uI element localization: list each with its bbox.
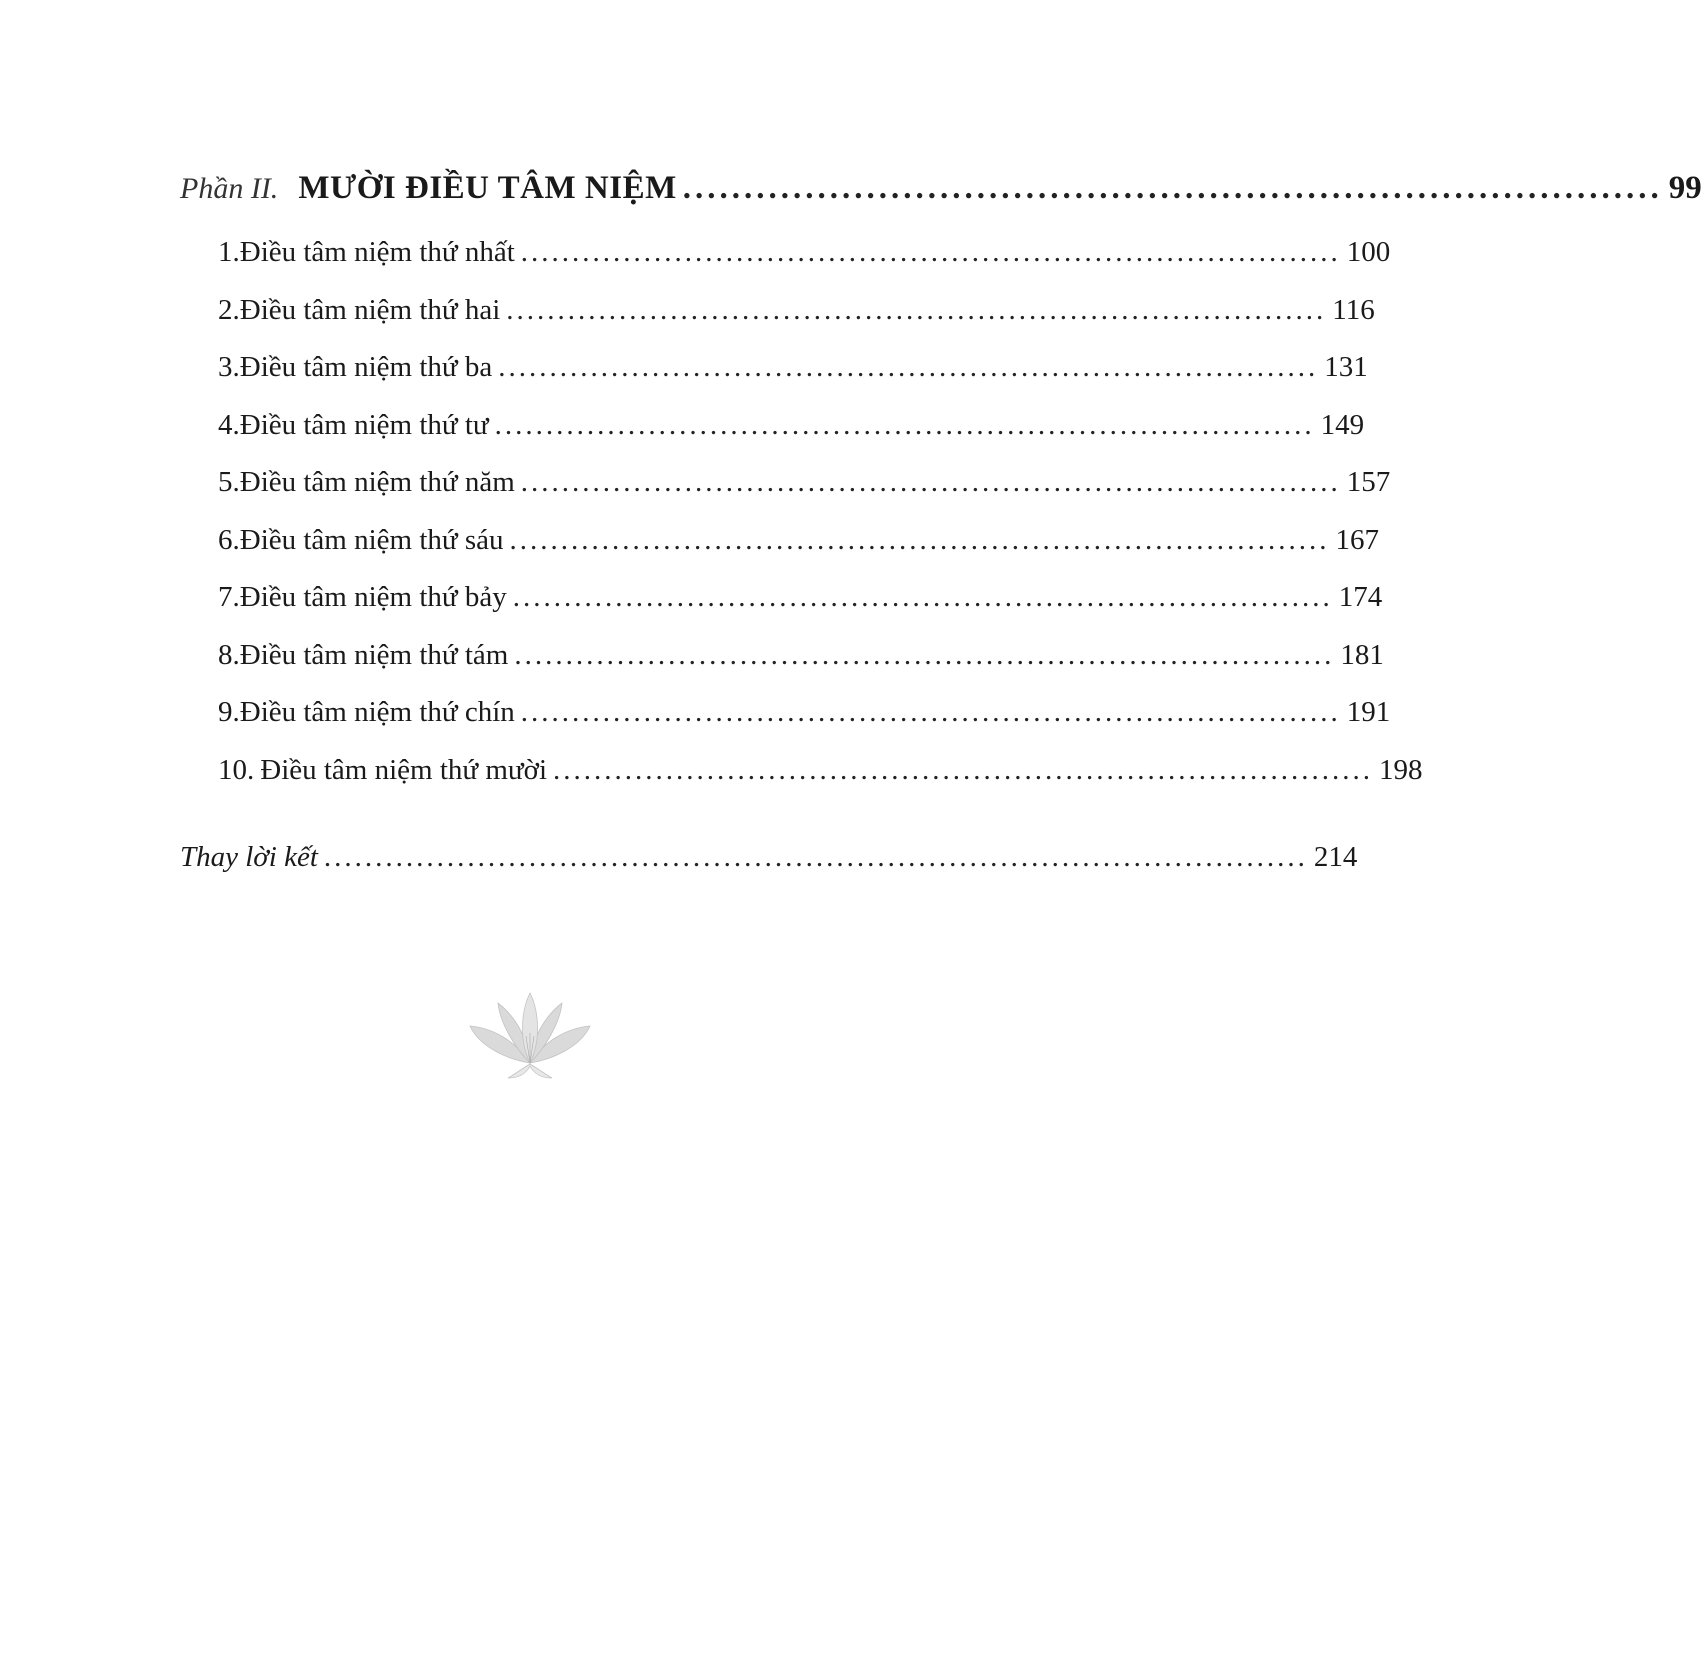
entry-number: 5. — [218, 466, 240, 498]
entry-number: 2. — [218, 293, 240, 326]
part-page-number: 99 — [1668, 170, 1702, 206]
closing-page-number: 214 — [1313, 841, 1358, 873]
entry-page-number: 181 — [1340, 638, 1384, 671]
dot-leader: ................................................................................ — [520, 236, 1341, 268]
entry-page-number: 157 — [1346, 466, 1391, 498]
entry-page-number: 167 — [1335, 523, 1380, 556]
entry-title: Điều tâm niệm thứ bảy — [239, 581, 507, 613]
dot-leader: ................................................................................ — [494, 408, 1315, 441]
entry-page-number: 174 — [1338, 581, 1383, 613]
toc-entry — [218, 753, 1423, 812]
toc-entry — [218, 638, 1384, 697]
toc-entry — [218, 236, 1391, 294]
dot-leader: ................................................................................ — [498, 351, 1319, 383]
dot-leader: ................................................................................ — [520, 696, 1341, 728]
entry-title: Điều tâm niệm thứ sáu — [239, 523, 504, 556]
toc-entry — [218, 523, 1380, 582]
entry-title: Điều tâm niệm thứ chín — [239, 696, 515, 728]
toc-entry — [218, 351, 1368, 409]
entry-page-number: 191 — [1346, 696, 1391, 728]
entry-number: 4. — [218, 408, 240, 441]
entry-page-number: 131 — [1324, 351, 1368, 383]
entry-page-number: 100 — [1346, 236, 1391, 268]
toc-entry — [218, 581, 1383, 639]
dot-leader: ................................................................................ — [682, 170, 1663, 206]
toc-entry — [218, 293, 1375, 352]
closing-title: Thay lời kết — [180, 841, 318, 873]
toc-entry — [218, 696, 1391, 754]
lotus-flower-icon — [470, 988, 590, 1078]
entry-number: 7. — [218, 581, 240, 613]
entry-number: 1. — [218, 236, 240, 268]
part-title: MƯỜI ĐIỀU TÂM NIỆM — [298, 170, 677, 206]
entry-page-number: 149 — [1320, 408, 1365, 441]
dot-leader: ................................................................................ — [509, 523, 1330, 556]
dot-leader: ................................................................................ — [520, 466, 1341, 498]
entry-title: Điều tâm niệm thứ mười — [260, 753, 548, 786]
entry-title: Điều tâm niệm thứ năm — [239, 466, 515, 498]
entry-number: 3. — [218, 351, 240, 383]
entry-title: Điều tâm niệm thứ hai — [239, 293, 501, 326]
toc-entry — [218, 408, 1365, 467]
dot-leader: ................................................................................ — [512, 581, 1333, 613]
dot-leader: ................................................................................ — [506, 293, 1327, 326]
dot-leader: ................................................................................................ — [323, 841, 1308, 873]
entry-page-number: 198 — [1379, 753, 1423, 786]
entry-number: 8. — [218, 638, 240, 671]
entry-title: Điều tâm niệm thứ nhất — [239, 236, 515, 268]
entry-title: Điều tâm niệm thứ tư — [239, 408, 489, 441]
dot-leader: ................................................................................ — [553, 753, 1374, 786]
part-heading — [180, 170, 1702, 236]
table-of-contents — [180, 170, 1702, 901]
part-prefix: Phần II. — [180, 172, 279, 205]
entry-title: Điều tâm niệm thứ ba — [239, 351, 493, 383]
entry-number: 6. — [218, 523, 240, 556]
entry-number: 10. — [218, 753, 255, 786]
chapter-list — [180, 236, 1423, 811]
entry-title: Điều tâm niệm thứ tám — [239, 638, 509, 671]
entry-number: 9. — [218, 696, 240, 728]
dot-leader: ................................................................................ — [514, 638, 1335, 671]
closing-entry — [180, 841, 1358, 901]
entry-page-number: 116 — [1332, 293, 1375, 326]
toc-entry — [218, 466, 1391, 524]
